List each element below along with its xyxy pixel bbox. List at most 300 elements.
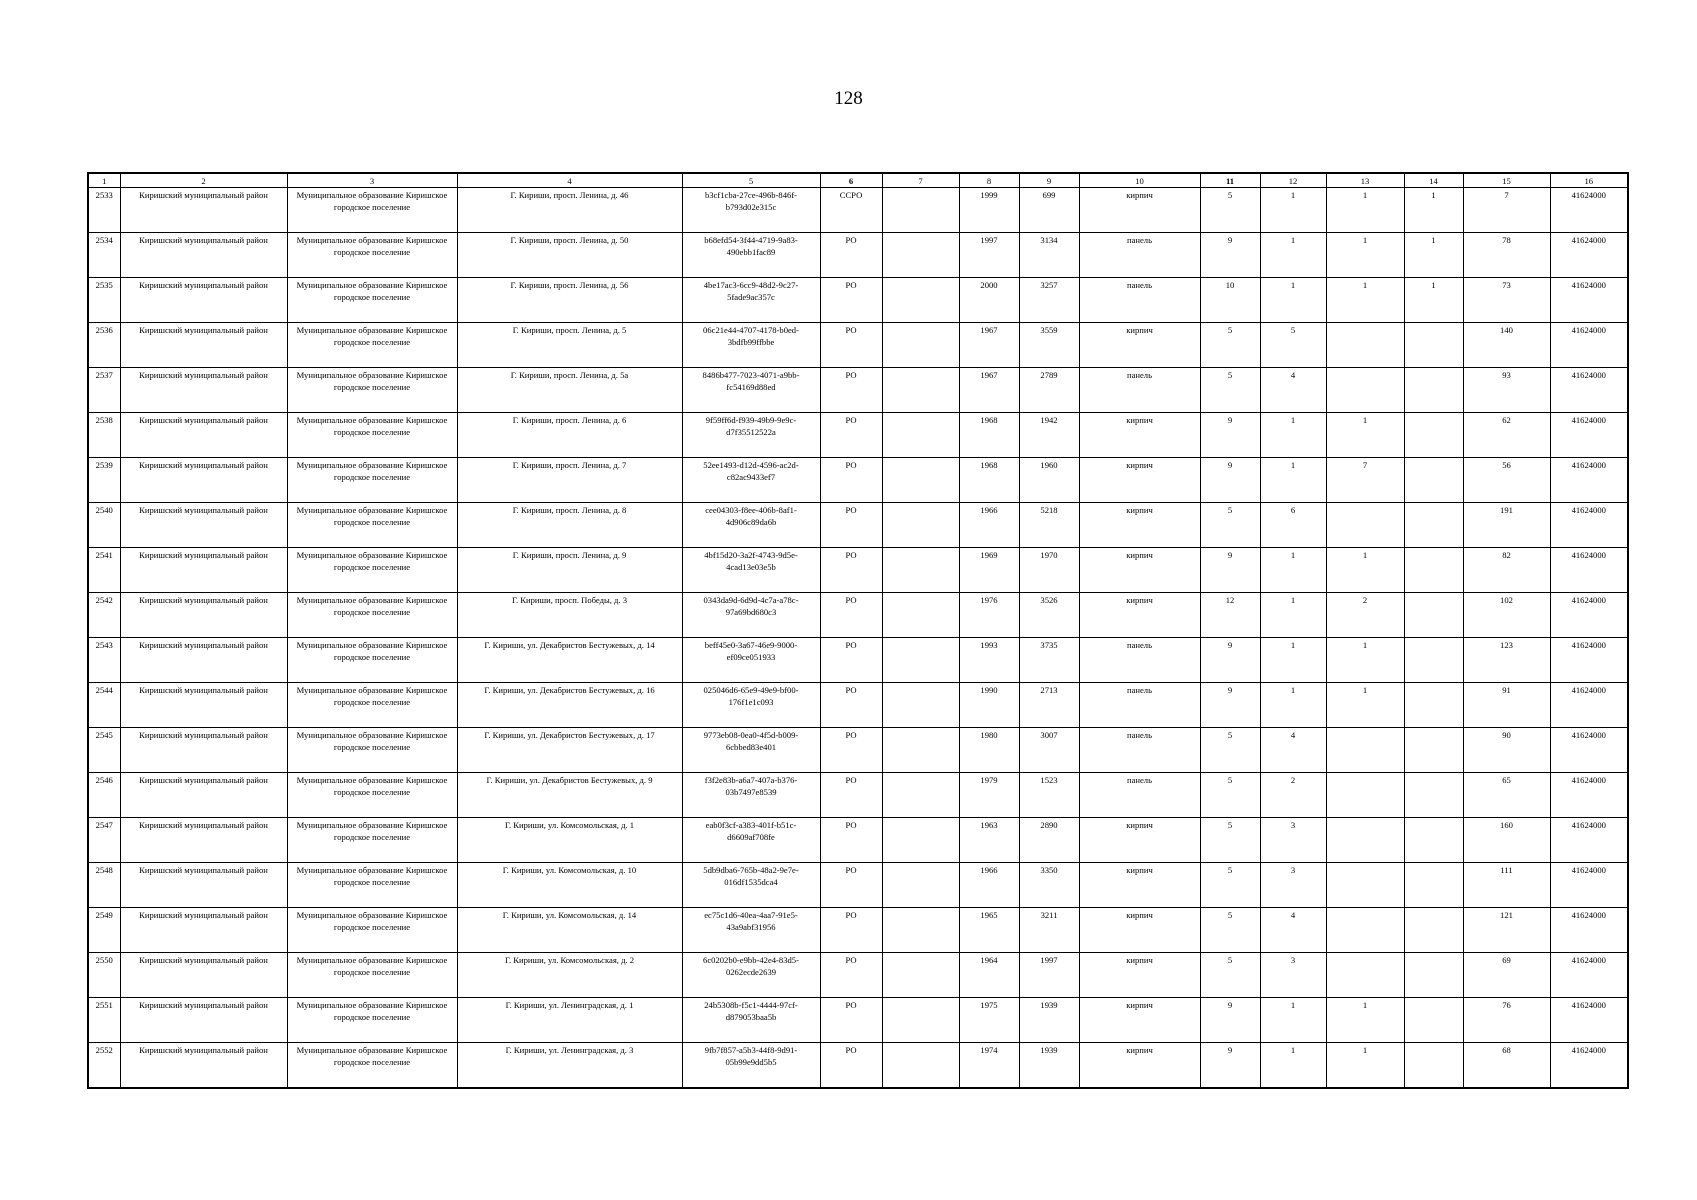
oktmo-code-cell: 41624000 — [1550, 593, 1628, 638]
col-14-cell — [1404, 368, 1463, 413]
elevators-cell — [1326, 368, 1404, 413]
year-built-cell: 1968 — [959, 458, 1019, 503]
table-row — [88, 368, 1628, 413]
table-row — [88, 548, 1628, 593]
col-7-cell — [882, 998, 959, 1043]
col-7-cell — [882, 728, 959, 773]
area-cell: 3007 — [1019, 728, 1079, 773]
area-cell: 699 — [1019, 188, 1079, 233]
district-cell: Киришский муниципальный район — [120, 593, 287, 638]
col-14-cell — [1404, 548, 1463, 593]
row-number-cell: 2535 — [88, 278, 120, 323]
entrances-cell: 1 — [1260, 233, 1326, 278]
district-cell: Киришский муниципальный район — [120, 413, 287, 458]
col-7-cell — [882, 548, 959, 593]
oktmo-code-cell: 41624000 — [1550, 818, 1628, 863]
house-guid-cell: b68efd54-3f44-4719-9a83-490ebb1fac89 — [682, 233, 820, 278]
col-14-cell: 1 — [1404, 233, 1463, 278]
area-cell: 3211 — [1019, 908, 1079, 953]
column-header: 6 — [820, 173, 882, 188]
wall-material-cell: кирпич — [1079, 908, 1200, 953]
house-guid-cell: 9773eb08-0ea0-4f5d-b009-6cbbed83e401 — [682, 728, 820, 773]
table-row — [88, 818, 1628, 863]
entrances-cell: 1 — [1260, 593, 1326, 638]
area-cell: 2713 — [1019, 683, 1079, 728]
entrances-cell: 1 — [1260, 548, 1326, 593]
floors-cell: 9 — [1200, 233, 1260, 278]
wall-material-cell: кирпич — [1079, 413, 1200, 458]
apartments-cell: 76 — [1463, 998, 1550, 1043]
house-guid-cell: 6c0202b0-e9bb-42e4-83d5-0262ecde2639 — [682, 953, 820, 998]
apartments-cell: 191 — [1463, 503, 1550, 548]
col-7-cell — [882, 1043, 959, 1089]
municipality-cell: Муниципальное образование Киришское городское поселение — [287, 998, 457, 1043]
floors-cell: 5 — [1200, 503, 1260, 548]
col-7-cell — [882, 638, 959, 683]
entrances-cell: 1 — [1260, 998, 1326, 1043]
address-cell: Г. Кириши, ул. Комсомольская, д. 2 — [457, 953, 682, 998]
wall-material-cell: панель — [1079, 683, 1200, 728]
wall-material-cell: кирпич — [1079, 863, 1200, 908]
oktmo-code-cell: 41624000 — [1550, 233, 1628, 278]
elevators-cell — [1326, 728, 1404, 773]
column-header: 4 — [457, 173, 682, 188]
address-cell: Г. Кириши, ул. Комсомольская, д. 14 — [457, 908, 682, 953]
area-cell: 3134 — [1019, 233, 1079, 278]
year-built-cell: 1999 — [959, 188, 1019, 233]
col-7-cell — [882, 188, 959, 233]
house-guid-cell: eab0f3cf-a383-401f-b51c-d6609af708fe — [682, 818, 820, 863]
housing-registry-table — [87, 172, 1629, 1089]
apartments-cell: 90 — [1463, 728, 1550, 773]
row-number-cell: 2536 — [88, 323, 120, 368]
apartments-cell: 73 — [1463, 278, 1550, 323]
house-guid-cell: 9fb7f857-a5b3-44f8-9d91-05b99e9dd5b5 — [682, 1043, 820, 1089]
house-guid-cell: 5db9dba6-765b-48a2-9e7e-016df1535dca4 — [682, 863, 820, 908]
apartments-cell: 121 — [1463, 908, 1550, 953]
area-cell: 3559 — [1019, 323, 1079, 368]
column-header: 9 — [1019, 173, 1079, 188]
column-header: 8 — [959, 173, 1019, 188]
floors-cell: 5 — [1200, 818, 1260, 863]
col-14-cell: 1 — [1404, 188, 1463, 233]
table-row — [88, 683, 1628, 728]
management-type-cell: РО — [820, 908, 882, 953]
house-guid-cell: cee04303-f8ee-406b-8af1-4d906c89da6b — [682, 503, 820, 548]
district-cell: Киришский муниципальный район — [120, 998, 287, 1043]
col-14-cell — [1404, 413, 1463, 458]
col-7-cell — [882, 818, 959, 863]
house-guid-cell: beff45e0-3a67-46e9-9000-ef09ce051933 — [682, 638, 820, 683]
col-14-cell — [1404, 638, 1463, 683]
table-row — [88, 323, 1628, 368]
elevators-cell: 1 — [1326, 1043, 1404, 1089]
year-built-cell: 1976 — [959, 593, 1019, 638]
column-header: 11 — [1200, 173, 1260, 188]
municipality-cell: Муниципальное образование Киришское городское поселение — [287, 278, 457, 323]
oktmo-code-cell: 41624000 — [1550, 413, 1628, 458]
address-cell: Г. Кириши, просп. Ленина, д. 56 — [457, 278, 682, 323]
row-number-cell: 2542 — [88, 593, 120, 638]
row-number-cell: 2534 — [88, 233, 120, 278]
entrances-cell: 1 — [1260, 1043, 1326, 1089]
municipality-cell: Муниципальное образование Киришское городское поселение — [287, 233, 457, 278]
table-row — [88, 638, 1628, 683]
address-cell: Г. Кириши, ул. Декабристов Бестужевых, д. 17 — [457, 728, 682, 773]
entrances-cell: 3 — [1260, 818, 1326, 863]
wall-material-cell: панель — [1079, 728, 1200, 773]
elevators-cell — [1326, 818, 1404, 863]
oktmo-code-cell: 41624000 — [1550, 998, 1628, 1043]
table-body — [88, 188, 1628, 1089]
col-7-cell — [882, 683, 959, 728]
apartments-cell: 123 — [1463, 638, 1550, 683]
col-14-cell — [1404, 863, 1463, 908]
col-7-cell — [882, 278, 959, 323]
entrances-cell: 1 — [1260, 278, 1326, 323]
row-number-cell: 2533 — [88, 188, 120, 233]
col-7-cell — [882, 323, 959, 368]
apartments-cell: 102 — [1463, 593, 1550, 638]
entrances-cell: 5 — [1260, 323, 1326, 368]
row-number-cell: 2552 — [88, 1043, 120, 1089]
col-7-cell — [882, 593, 959, 638]
wall-material-cell: кирпич — [1079, 593, 1200, 638]
apartments-cell: 7 — [1463, 188, 1550, 233]
col-14-cell — [1404, 593, 1463, 638]
oktmo-code-cell: 41624000 — [1550, 773, 1628, 818]
row-number-cell: 2543 — [88, 638, 120, 683]
table-row — [88, 1043, 1628, 1089]
col-14-cell — [1404, 458, 1463, 503]
year-built-cell: 1966 — [959, 863, 1019, 908]
row-number-cell: 2551 — [88, 998, 120, 1043]
col-14-cell — [1404, 728, 1463, 773]
management-type-cell: РО — [820, 323, 882, 368]
apartments-cell: 69 — [1463, 953, 1550, 998]
municipality-cell: Муниципальное образование Киришское городское поселение — [287, 458, 457, 503]
column-header: 12 — [1260, 173, 1326, 188]
year-built-cell: 1979 — [959, 773, 1019, 818]
district-cell: Киришский муниципальный район — [120, 728, 287, 773]
table-row — [88, 728, 1628, 773]
col-7-cell — [882, 908, 959, 953]
table-row — [88, 278, 1628, 323]
district-cell: Киришский муниципальный район — [120, 503, 287, 548]
row-number-cell: 2538 — [88, 413, 120, 458]
apartments-cell: 65 — [1463, 773, 1550, 818]
floors-cell: 5 — [1200, 188, 1260, 233]
page-number: 128 — [834, 88, 863, 109]
column-header: 5 — [682, 173, 820, 188]
area-cell: 1523 — [1019, 773, 1079, 818]
district-cell: Киришский муниципальный район — [120, 1043, 287, 1089]
house-guid-cell: f3f2e83b-a6a7-407a-b376-03b7497e8539 — [682, 773, 820, 818]
municipality-cell: Муниципальное образование Киришское городское поселение — [287, 1043, 457, 1089]
column-header: 1 — [88, 173, 120, 188]
management-type-cell: РО — [820, 458, 882, 503]
year-built-cell: 1969 — [959, 548, 1019, 593]
table-header-row — [88, 173, 1628, 188]
municipality-cell: Муниципальное образование Киришское городское поселение — [287, 728, 457, 773]
year-built-cell: 1963 — [959, 818, 1019, 863]
elevators-cell — [1326, 953, 1404, 998]
entrances-cell: 1 — [1260, 188, 1326, 233]
year-built-cell: 1993 — [959, 638, 1019, 683]
elevators-cell — [1326, 863, 1404, 908]
apartments-cell: 68 — [1463, 1043, 1550, 1089]
address-cell: Г. Кириши, ул. Декабристов Бестужевых, д. 16 — [457, 683, 682, 728]
entrances-cell: 6 — [1260, 503, 1326, 548]
address-cell: Г. Кириши, ул. Ленинградская, д. 1 — [457, 998, 682, 1043]
year-built-cell: 2000 — [959, 278, 1019, 323]
address-cell: Г. Кириши, просп. Ленина, д. 9 — [457, 548, 682, 593]
oktmo-code-cell: 41624000 — [1550, 368, 1628, 413]
apartments-cell: 56 — [1463, 458, 1550, 503]
column-header: 2 — [120, 173, 287, 188]
elevators-cell: 1 — [1326, 233, 1404, 278]
address-cell: Г. Кириши, просп. Ленина, д. 7 — [457, 458, 682, 503]
municipality-cell: Муниципальное образование Киришское городское поселение — [287, 683, 457, 728]
house-guid-cell: 06c21e44-4707-4178-b0ed-3bdfb99ffbbe — [682, 323, 820, 368]
address-cell: Г. Кириши, просп. Ленина, д. 46 — [457, 188, 682, 233]
municipality-cell: Муниципальное образование Киришское городское поселение — [287, 638, 457, 683]
elevators-cell: 7 — [1326, 458, 1404, 503]
oktmo-code-cell: 41624000 — [1550, 728, 1628, 773]
municipality-cell: Муниципальное образование Киришское городское поселение — [287, 368, 457, 413]
floors-cell: 9 — [1200, 458, 1260, 503]
col-14-cell — [1404, 683, 1463, 728]
table-row — [88, 503, 1628, 548]
elevators-cell: 2 — [1326, 593, 1404, 638]
area-cell: 3526 — [1019, 593, 1079, 638]
table-row — [88, 413, 1628, 458]
area-cell: 1970 — [1019, 548, 1079, 593]
oktmo-code-cell: 41624000 — [1550, 458, 1628, 503]
house-guid-cell: 8486b477-7023-4071-a9bb-fc54169d88ed — [682, 368, 820, 413]
row-number-cell: 2547 — [88, 818, 120, 863]
address-cell: Г. Кириши, просп. Ленина, д. 5а — [457, 368, 682, 413]
management-type-cell: РО — [820, 818, 882, 863]
wall-material-cell: кирпич — [1079, 1043, 1200, 1089]
row-number-cell: 2546 — [88, 773, 120, 818]
wall-material-cell: панель — [1079, 773, 1200, 818]
col-7-cell — [882, 863, 959, 908]
row-number-cell: 2549 — [88, 908, 120, 953]
address-cell: Г. Кириши, ул. Комсомольская, д. 10 — [457, 863, 682, 908]
management-type-cell: РО — [820, 773, 882, 818]
address-cell: Г. Кириши, просп. Ленина, д. 6 — [457, 413, 682, 458]
house-guid-cell: 24b5308b-f5c1-4444-97cf-d879053baa5b — [682, 998, 820, 1043]
district-cell: Киришский муниципальный район — [120, 323, 287, 368]
apartments-cell: 93 — [1463, 368, 1550, 413]
entrances-cell: 3 — [1260, 953, 1326, 998]
wall-material-cell: панель — [1079, 233, 1200, 278]
management-type-cell: РО — [820, 233, 882, 278]
management-type-cell: РО — [820, 683, 882, 728]
year-built-cell: 1964 — [959, 953, 1019, 998]
oktmo-code-cell: 41624000 — [1550, 323, 1628, 368]
wall-material-cell: кирпич — [1079, 323, 1200, 368]
district-cell: Киришский муниципальный район — [120, 863, 287, 908]
management-type-cell: РО — [820, 548, 882, 593]
elevators-cell: 1 — [1326, 413, 1404, 458]
area-cell: 1939 — [1019, 1043, 1079, 1089]
management-type-cell: РО — [820, 728, 882, 773]
oktmo-code-cell: 41624000 — [1550, 953, 1628, 998]
year-built-cell: 1997 — [959, 233, 1019, 278]
house-guid-cell: b3cf1cba-27ce-496b-846f-b793d02e315c — [682, 188, 820, 233]
district-cell: Киришский муниципальный район — [120, 908, 287, 953]
management-type-cell: РО — [820, 998, 882, 1043]
oktmo-code-cell: 41624000 — [1550, 638, 1628, 683]
year-built-cell: 1967 — [959, 368, 1019, 413]
entrances-cell: 4 — [1260, 368, 1326, 413]
elevators-cell: 1 — [1326, 188, 1404, 233]
floors-cell: 9 — [1200, 548, 1260, 593]
management-type-cell: РО — [820, 368, 882, 413]
floors-cell: 5 — [1200, 728, 1260, 773]
col-14-cell — [1404, 773, 1463, 818]
col-14-cell — [1404, 998, 1463, 1043]
district-cell: Киришский муниципальный район — [120, 233, 287, 278]
floors-cell: 12 — [1200, 593, 1260, 638]
table-row — [88, 458, 1628, 503]
house-guid-cell: ec75c1d6-40ea-4aa7-91e5-43a9abf31956 — [682, 908, 820, 953]
table-row — [88, 998, 1628, 1043]
municipality-cell: Муниципальное образование Киришское городское поселение — [287, 413, 457, 458]
entrances-cell: 4 — [1260, 908, 1326, 953]
wall-material-cell: кирпич — [1079, 998, 1200, 1043]
management-type-cell: РО — [820, 503, 882, 548]
row-number-cell: 2544 — [88, 683, 120, 728]
area-cell: 1939 — [1019, 998, 1079, 1043]
oktmo-code-cell: 41624000 — [1550, 908, 1628, 953]
address-cell: Г. Кириши, ул. Комсомольская, д. 1 — [457, 818, 682, 863]
municipality-cell: Муниципальное образование Киришское городское поселение — [287, 503, 457, 548]
municipality-cell: Муниципальное образование Киришское городское поселение — [287, 953, 457, 998]
wall-material-cell: панель — [1079, 638, 1200, 683]
address-cell: Г. Кириши, просп. Ленина, д. 50 — [457, 233, 682, 278]
district-cell: Киришский муниципальный район — [120, 188, 287, 233]
district-cell: Киришский муниципальный район — [120, 458, 287, 503]
floors-cell: 9 — [1200, 998, 1260, 1043]
municipality-cell: Муниципальное образование Киришское городское поселение — [287, 863, 457, 908]
apartments-cell: 91 — [1463, 683, 1550, 728]
area-cell: 2789 — [1019, 368, 1079, 413]
year-built-cell: 1980 — [959, 728, 1019, 773]
entrances-cell: 3 — [1260, 863, 1326, 908]
row-number-cell: 2545 — [88, 728, 120, 773]
area-cell: 1960 — [1019, 458, 1079, 503]
apartments-cell: 82 — [1463, 548, 1550, 593]
elevators-cell: 1 — [1326, 278, 1404, 323]
elevators-cell: 1 — [1326, 998, 1404, 1043]
col-7-cell — [882, 413, 959, 458]
year-built-cell: 1975 — [959, 998, 1019, 1043]
area-cell: 3350 — [1019, 863, 1079, 908]
district-cell: Киришский муниципальный район — [120, 683, 287, 728]
municipality-cell: Муниципальное образование Киришское городское поселение — [287, 818, 457, 863]
entrances-cell: 1 — [1260, 683, 1326, 728]
floors-cell: 9 — [1200, 1043, 1260, 1089]
year-built-cell: 1967 — [959, 323, 1019, 368]
floors-cell: 5 — [1200, 323, 1260, 368]
row-number-cell: 2540 — [88, 503, 120, 548]
elevators-cell — [1326, 773, 1404, 818]
col-7-cell — [882, 503, 959, 548]
entrances-cell: 4 — [1260, 728, 1326, 773]
col-7-cell — [882, 368, 959, 413]
management-type-cell: РО — [820, 638, 882, 683]
oktmo-code-cell: 41624000 — [1550, 278, 1628, 323]
floors-cell: 9 — [1200, 413, 1260, 458]
municipality-cell: Муниципальное образование Киришское городское поселение — [287, 773, 457, 818]
year-built-cell: 1968 — [959, 413, 1019, 458]
column-header: 16 — [1550, 173, 1628, 188]
management-type-cell: РО — [820, 863, 882, 908]
area-cell: 1997 — [1019, 953, 1079, 998]
year-built-cell: 1990 — [959, 683, 1019, 728]
management-type-cell: РО — [820, 1043, 882, 1089]
area-cell: 2890 — [1019, 818, 1079, 863]
management-type-cell: РО — [820, 413, 882, 458]
district-cell: Киришский муниципальный район — [120, 548, 287, 593]
oktmo-code-cell: 41624000 — [1550, 683, 1628, 728]
house-guid-cell: 0343da9d-6d9d-4c7a-a78c-97a69bd680c3 — [682, 593, 820, 638]
municipality-cell: Муниципальное образование Киришское городское поселение — [287, 548, 457, 593]
address-cell: Г. Кириши, ул. Декабристов Бестужевых, д. 14 — [457, 638, 682, 683]
wall-material-cell: кирпич — [1079, 188, 1200, 233]
row-number-cell: 2537 — [88, 368, 120, 413]
elevators-cell — [1326, 323, 1404, 368]
table-row — [88, 908, 1628, 953]
management-type-cell: РО — [820, 278, 882, 323]
entrances-cell: 2 — [1260, 773, 1326, 818]
district-cell: Киришский муниципальный район — [120, 368, 287, 413]
house-guid-cell: 52ee1493-d12d-4596-ac2d-c82ac9433ef7 — [682, 458, 820, 503]
col-7-cell — [882, 773, 959, 818]
table-row — [88, 233, 1628, 278]
entrances-cell: 1 — [1260, 458, 1326, 503]
oktmo-code-cell: 41624000 — [1550, 548, 1628, 593]
row-number-cell: 2541 — [88, 548, 120, 593]
column-header: 10 — [1079, 173, 1200, 188]
municipality-cell: Муниципальное образование Киришское городское поселение — [287, 323, 457, 368]
wall-material-cell: кирпич — [1079, 953, 1200, 998]
address-cell: Г. Кириши, просп. Ленина, д. 5 — [457, 323, 682, 368]
year-built-cell: 1974 — [959, 1043, 1019, 1089]
column-header: 13 — [1326, 173, 1404, 188]
column-header: 3 — [287, 173, 457, 188]
row-number-cell: 2539 — [88, 458, 120, 503]
elevators-cell: 1 — [1326, 683, 1404, 728]
elevators-cell — [1326, 503, 1404, 548]
col-14-cell — [1404, 1043, 1463, 1089]
wall-material-cell: панель — [1079, 278, 1200, 323]
area-cell: 3257 — [1019, 278, 1079, 323]
municipality-cell: Муниципальное образование Киришское городское поселение — [287, 593, 457, 638]
apartments-cell: 62 — [1463, 413, 1550, 458]
col-7-cell — [882, 233, 959, 278]
floors-cell: 5 — [1200, 908, 1260, 953]
municipality-cell: Муниципальное образование Киришское городское поселение — [287, 908, 457, 953]
col-14-cell — [1404, 908, 1463, 953]
municipality-cell: Муниципальное образование Киришское городское поселение — [287, 188, 457, 233]
oktmo-code-cell: 41624000 — [1550, 1043, 1628, 1089]
row-number-cell: 2550 — [88, 953, 120, 998]
oktmo-code-cell: 41624000 — [1550, 503, 1628, 548]
